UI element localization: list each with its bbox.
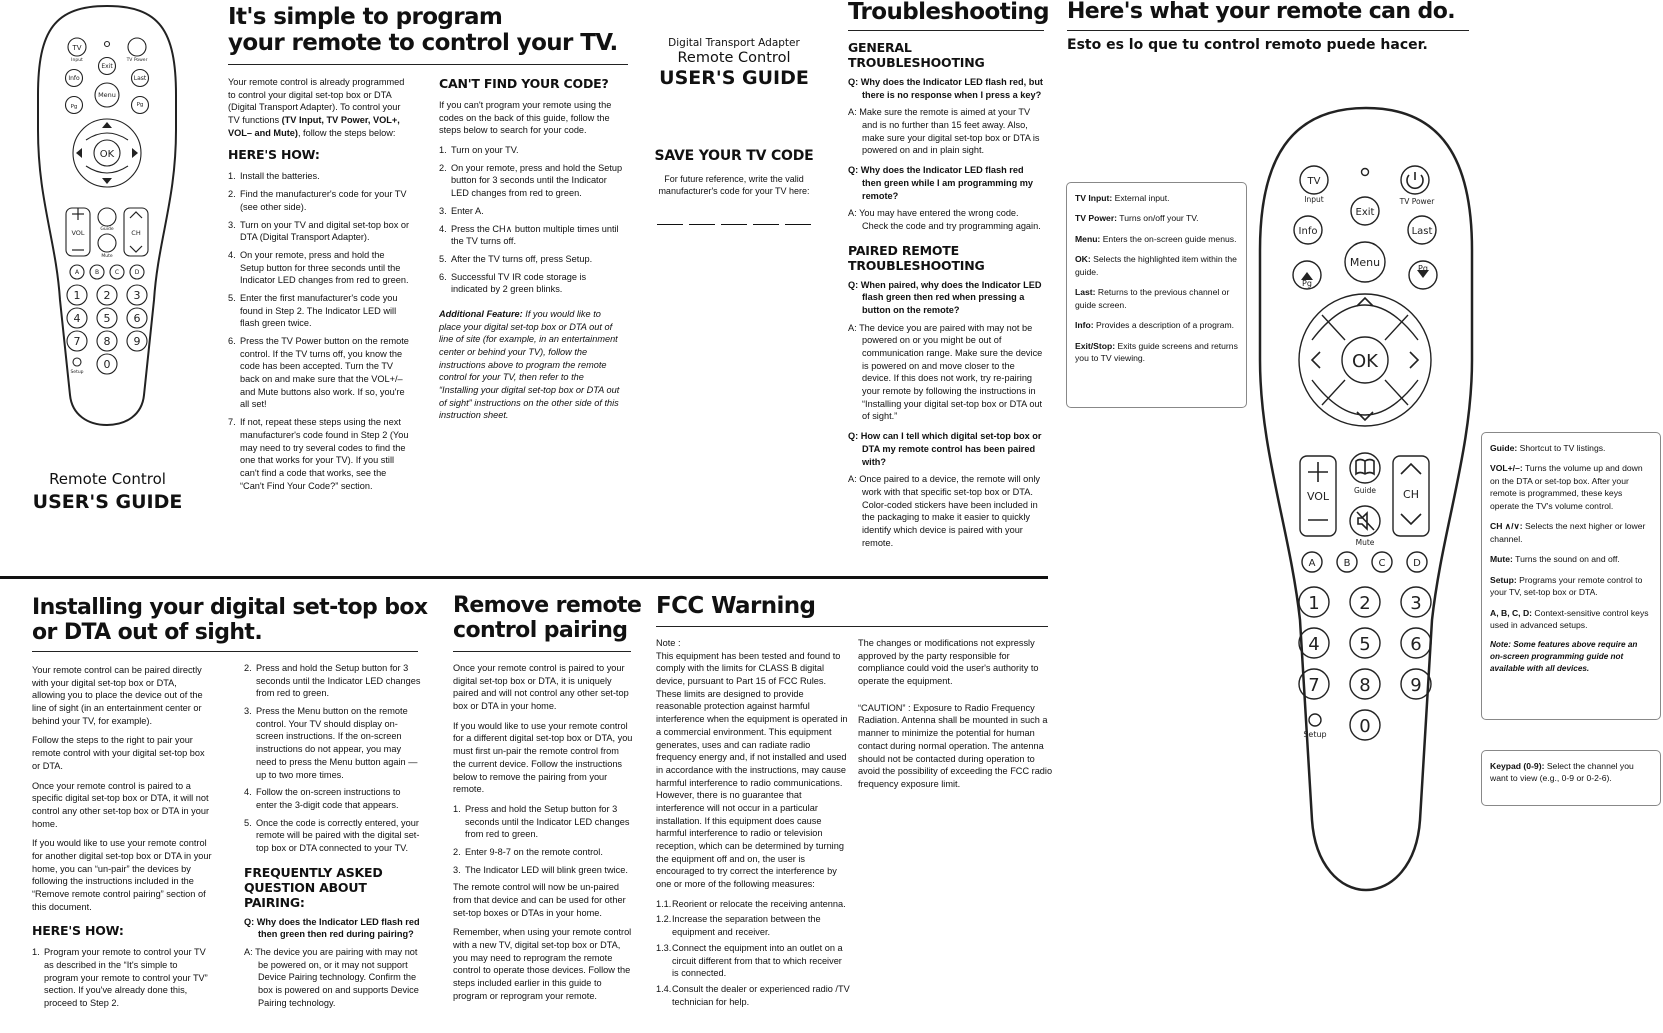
step-text: On your remote, press and hold the Setup button for 3 seconds until the Indicator LED changes from red to green.: [451, 162, 623, 199]
step-number: 4.: [439, 223, 447, 234]
small-remote-caption-top: Remote Control: [49, 470, 166, 488]
remove-column: [453, 662, 633, 1010]
callout-item: [1490, 607, 1652, 632]
callout-text: Provides a description of a program.: [1093, 320, 1235, 331]
list-item: [453, 846, 633, 859]
step-number: 4.: [228, 249, 236, 260]
paired-troubleshooting-heading: [848, 243, 1044, 273]
small-vol-label: VOL: [71, 229, 85, 237]
large-pg-down-label: Pg: [1418, 264, 1428, 273]
list-item: [228, 292, 410, 330]
callout-key: A, B, C, D:: [1490, 607, 1533, 618]
faq-answer: A: Once paired to a device, the remote will only work with that specific set-top box or DTA. Color-coded stickers have been included in the packaging to make it easier to quickly identify which device is paired with your remote.: [848, 474, 1041, 548]
large-key-6-label: 6: [1410, 634, 1422, 655]
list-item: [228, 170, 410, 183]
cover-line1: Digital Transport Adapter: [668, 37, 800, 49]
large-c-label: C: [1378, 558, 1386, 569]
step-text: Press and hold the Setup button for 3 seconds until the Indicator LED changes from red to green.: [256, 663, 421, 699]
faq-answer: A: Make sure the remote is aimed at your TV and is no further than 15 feet away. Also, make sure your digital set-top box or DTA is powered on and in plain sight.: [848, 107, 1040, 156]
installing-para: Your remote control can be paired directly with your digital set-top box or DTA, allowing you to place the device out of the line of sight (in an entertainment center or behind your TV, for example).: [32, 665, 203, 726]
step-text: Press and hold the Setup button for 3 seconds until the Indicator LED changes from red to green.: [465, 803, 630, 840]
large-input-label: Input: [1304, 195, 1324, 204]
callout-item: [1490, 520, 1652, 545]
list-item: [439, 271, 625, 296]
what-can-do-subtitle: Esto es lo que tu control remoto puede hacer.: [1067, 37, 1428, 53]
step-number: 2.: [439, 162, 447, 173]
left-callout-box: [1066, 182, 1247, 408]
program-intro-post: , follow the steps below:: [297, 127, 396, 138]
step-text: On your remote, press and hold the Setup button for three seconds until the Indicator LED changes from red to green.: [240, 249, 409, 286]
faq-answer: A: The device you are pairing with may not be powered on, or it may not support Device Pairing technology. Confirm the box is powered on and supports Device Pairing technology.: [244, 947, 419, 1008]
list-item: [439, 205, 625, 218]
small-key-7-label: 7: [73, 335, 81, 348]
paired-heading-line1: PAIRED REMOTE: [848, 242, 959, 258]
callout-item: [1075, 340, 1238, 365]
callout-item: [1075, 286, 1238, 311]
list-item: [228, 335, 410, 411]
faq-question: Q: Why does the Indicator LED flash red then green then red during pairing?: [244, 916, 420, 940]
callout-key: Last:: [1075, 287, 1096, 298]
step-text: The Indicator LED will blink green twice.: [465, 864, 628, 875]
faq-question: Q: When paired, why does the Indicator LED flash green then red when pressing a button on the remote?: [848, 279, 1042, 315]
small-ch-down-icon: [130, 246, 142, 252]
small-pg-down-label: Pg: [136, 102, 144, 108]
large-last-label: Last: [1411, 226, 1433, 237]
right-callout-box: [1481, 432, 1661, 720]
large-key-5-label: 5: [1359, 634, 1371, 655]
faq-pairing-heading: [244, 865, 422, 910]
additional-feature-text: If you would like to place your digital set-top box or DTA out of line of site (for example, in an entertainment center or behind your TV), follow the instructions above to program the remote control for your TV, then refer to the “Installing your digital set-top box or DTA out of sight” instructions on the other side of this instruction sheet.: [439, 308, 620, 421]
list-item: [228, 219, 410, 244]
step-number: 1.2.: [656, 914, 672, 925]
step-text: Increase the separation between the equipment and receiver.: [672, 914, 821, 938]
callout-key: Exit/Stop:: [1075, 340, 1116, 351]
small-info-label: Info: [68, 75, 80, 82]
small-tv-label: TV: [72, 44, 82, 52]
list-item: [439, 223, 625, 248]
callout-key: Mute:: [1490, 554, 1513, 565]
large-key-1-label: 1: [1308, 593, 1320, 614]
program-title-line1: It's simple to program: [228, 4, 503, 30]
step-text: If not, repeat these steps using the next manufacturer's code found in Step 2 (You may need to try several codes to find the one that works for your TV). If you still can't find a code that works, see the “Can't Find Your Code?” section.: [240, 417, 409, 491]
save-code-title: SAVE YOUR TV CODE: [654, 148, 814, 164]
cant-find-intro: If you can't program your remote using the codes on the back of this guide, follow the steps below to search for your code.: [439, 100, 612, 136]
program-title-line2: your remote to control your TV.: [228, 29, 618, 56]
large-setup-button: [1309, 714, 1321, 726]
callout-key: Keypad (0-9):: [1490, 761, 1545, 771]
step-number: 6.: [228, 336, 236, 346]
small-left-arrow-icon: [76, 148, 82, 158]
program-title-rule: [228, 64, 628, 65]
large-key-0-label: 0: [1359, 716, 1371, 737]
large-b-label: B: [1343, 558, 1351, 569]
callout-key: TV Power:: [1075, 213, 1118, 224]
small-d-label: D: [134, 269, 140, 276]
installing-title-rule: [32, 651, 418, 652]
step-text: Program your remote to control your TV as described in the “It's simple to program your remote to control your TV” section. If you've already done this, proceed to Step 2.: [44, 947, 208, 1009]
large-ch-up-icon: [1401, 464, 1421, 474]
save-code-block: [650, 148, 818, 228]
large-mute-label: Mute: [1355, 538, 1375, 547]
step-number: 3.: [244, 706, 252, 717]
list-item: [228, 249, 410, 287]
remove-para: Remember, when using your remote control with a new TV, digital set-top box or DTA, you may need to reprogram the remote control to operate those devices. Follow the steps included earlier in this guide to program or reprogram your remote.: [453, 927, 632, 1001]
installing-para: Once your remote control is paired to a specific digital set-top box or DTA, it will not control any other set-top box or DTA in your home.: [32, 780, 210, 829]
fcc-title: FCC Warning: [656, 593, 816, 619]
faq-answer: A: You may have entered the wrong code. Check the code and try programming again.: [848, 208, 1041, 231]
list-item: [656, 983, 850, 1008]
small-guide-label: Guide: [100, 227, 114, 232]
callout-item: [1075, 233, 1238, 245]
fcc-changes: The changes or modifications not expressly approved by the party responsible for compliance could void the user's authority to operate the equipment.: [858, 638, 1039, 687]
callout-text: Turns on/off your TV.: [1117, 213, 1199, 224]
callout-key: TV Input:: [1075, 193, 1113, 203]
faq-heading-line2: QUESTION ABOUT PAIRING:: [244, 879, 367, 910]
step-text: Enter A.: [451, 205, 484, 216]
step-number: 2.: [244, 663, 252, 673]
faq-question: Q: How can I tell which digital set-top box or DTA my remote control has been paired with?: [848, 431, 1042, 467]
what-can-do-rule: [1067, 30, 1469, 31]
installing-title-line1: Installing your digital set-top box: [32, 595, 428, 620]
callout-text: Selects the highlighted item within the guide.: [1075, 254, 1237, 277]
list-item: [453, 864, 633, 877]
small-input-label: Input: [71, 58, 83, 63]
large-ok-label: OK: [1352, 351, 1378, 372]
large-left-arrow-icon: [1312, 352, 1320, 368]
step-text: Enter 9-8-7 on the remote control.: [465, 846, 603, 857]
keypad-callout-box: [1481, 750, 1661, 806]
fcc-note-label: Note :: [656, 638, 681, 648]
section-divider: [0, 576, 1048, 579]
large-setup-label: Setup: [1303, 730, 1327, 739]
large-guide-label: Guide: [1353, 486, 1377, 495]
callout-item: [1490, 574, 1652, 599]
step-text: Reorient or relocate the receiving antenna.: [672, 898, 846, 909]
list-item: [656, 942, 850, 980]
callout-text: Programs your remote control to your TV, set-top box or DTA.: [1490, 574, 1643, 598]
callout-item: [1075, 212, 1238, 224]
callout-item: [1490, 553, 1652, 565]
large-info-label: Info: [1298, 226, 1318, 237]
step-number: 1.: [32, 947, 40, 958]
step-number: 5.: [244, 817, 252, 828]
step-text: Connect the equipment into an outlet on a circuit different from that to which receiver is connected.: [672, 942, 843, 979]
remove-para: The remote control will now be un-paired from that device and can be used for other set-top boxes or DTAs in your home.: [453, 882, 626, 918]
small-key-4-label: 4: [73, 312, 81, 325]
list-item: [656, 898, 850, 911]
callout-item: [1490, 462, 1652, 512]
callout-item: [1075, 253, 1238, 278]
list-item: [439, 253, 625, 266]
small-key-9-label: 9: [133, 335, 141, 348]
step-text: Find the manufacturer's code for your TV (see other side).: [240, 189, 407, 212]
step-number: 4.: [244, 787, 252, 798]
fcc-column-right: [858, 637, 1054, 798]
step-number: 5.: [228, 292, 236, 303]
callout-text: Selects the next higher or lower channel.: [1490, 521, 1646, 544]
remove-para: If you would like to use your remote control for a different digital set-top box or DTA, you must first un-pair the remote control from the current device. Follow the instructions below to remove the pairing from your remote.: [453, 720, 633, 795]
large-d-label: D: [1413, 558, 1421, 569]
installing-title-line2: or DTA out of sight.: [32, 619, 263, 645]
large-ch-label: CH: [1403, 488, 1419, 501]
cant-find-title: CAN'T FIND YOUR CODE?: [439, 76, 609, 91]
step-text: Once the code is correctly entered, your remote will be paired with the digital set-top box or DTA connected to your TV.: [256, 817, 420, 853]
remove-title: [453, 594, 641, 643]
list-item: [439, 162, 625, 200]
small-key-2-label: 2: [103, 289, 111, 302]
installing-title: [32, 596, 428, 645]
list-item: [439, 144, 625, 157]
callout-text: External input.: [1112, 193, 1170, 203]
callout-text: Exits guide screens and returns you to TV viewing.: [1075, 340, 1238, 364]
list-item: [228, 188, 410, 213]
callout-key: Menu:: [1075, 233, 1101, 244]
installing-para: If you would like to use your remote control for another digital set-top box or DTA in your home, you can “un-pair” the devices by following the instructions included in the “Remove remote control pairing” section of this document.: [32, 838, 212, 912]
callout-key: VOL+/–:: [1490, 463, 1523, 474]
program-title: [228, 5, 618, 57]
step-text: Enter the first manufacturer's code you found in Step 2. The Indicator LED will flash green twice.: [240, 292, 398, 329]
large-a-label: A: [1308, 558, 1316, 569]
step-number: 3.: [228, 219, 236, 230]
small-mute-button: [98, 234, 116, 252]
callout-key: Setup:: [1490, 574, 1517, 585]
small-pg-up-label: Pg: [70, 104, 78, 110]
cover-line2: Remote Control: [677, 50, 791, 67]
faq-answer: A: The device you are paired with may not be powered on or you might be out of communication range. Make sure the device is powered on and move closer to the device. If this does not work, try re-pairing your remote by following the instructions in “Installing your digital set-top box or DTA out of sight.”: [848, 322, 1043, 422]
faq-heading-line1: FREQUENTLY ASKED: [244, 864, 383, 880]
remove-para: Once your remote control is paired to your digital set-top box or DTA, it is uniquely paired and will not control any other set-top box or DTA in your home.: [453, 663, 629, 712]
remove-steps: [453, 803, 633, 876]
installing-steps-a: [32, 946, 212, 1009]
callout-item: [1075, 319, 1238, 331]
callout-key: CH ∧/∨:: [1490, 521, 1523, 532]
general-troubleshooting-heading: GENERAL TROUBLESHOOTING: [848, 40, 985, 70]
step-text: Press the CH∧ button multiple times until the TV turns off.: [451, 223, 619, 247]
program-steps: [228, 170, 410, 492]
large-key-9-label: 9: [1410, 675, 1422, 696]
small-setup-label: Setup: [70, 370, 84, 375]
small-c-label: C: [114, 269, 120, 276]
small-ch-label: CH: [131, 229, 141, 237]
program-intro-pre: Your remote control is already programmed to control your digital set-top box or DTA (Digital Transport Adapter). To control your TV functions: [228, 77, 405, 126]
step-number: 5.: [439, 253, 447, 264]
step-number: 7.: [228, 417, 236, 428]
list-item: [228, 416, 410, 492]
large-key-4-label: 4: [1308, 634, 1320, 655]
small-key-6-label: 6: [133, 312, 141, 325]
cant-find-steps: [439, 144, 625, 296]
fcc-caution: “CAUTION” : Exposure to Radio Frequency Radiation. Antenna shall be mounted in such a manner to minimize the potential for human contact during normal operation. The antenna should not be contacted during operation to avoid the possibility of exceeding the FCC radio frequency exposure limit.: [858, 702, 1053, 789]
small-remote-illustration: [0, 0, 215, 440]
troubleshooting-title: Troubleshooting: [848, 0, 1050, 25]
large-key-3-label: 3: [1410, 593, 1422, 614]
fcc-body: This equipment has been tested and found to comply with the limits for CLASS B digital device, pursuant to Part 15 of FCC Rules. These limits are designed to provide reasonable protection against harmful interference when the equipment is operated in a commercial environment. This equipment generates, uses and can radiate radio frequency energy and, if not installed and used in accordance with the instructions, may cause harmful interference to radio communications. However, there is no guarantee that interference will not occur in a particular installation. If this equipment does cause harmful interference to radio or television reception, which can be determined by turning the equipment off and on, the user is encouraged to try correct the interference by one or more of the following measures:: [656, 650, 848, 890]
large-tvpower-label: TV Power: [1399, 197, 1435, 206]
small-right-arrow-icon: [132, 148, 138, 158]
large-key-2-label: 2: [1359, 593, 1371, 614]
step-text: Turn on your TV.: [451, 145, 519, 156]
small-remote-caption-bottom: USER'S GUIDE: [32, 491, 183, 513]
list-item: [244, 705, 422, 781]
large-menu-label: Menu: [1349, 256, 1381, 269]
step-number: 3.: [439, 205, 447, 216]
callout-key: Guide:: [1490, 443, 1518, 453]
step-number: 1.: [439, 145, 447, 156]
troubleshooting-column: [848, 40, 1044, 556]
small-mute-label: Mute: [101, 254, 113, 259]
large-pg-up-label: Pg: [1302, 279, 1312, 288]
large-down-arrow-icon: [1357, 412, 1373, 420]
large-tv-label: TV: [1307, 176, 1321, 187]
callout-key: OK:: [1075, 254, 1091, 265]
step-number: 1.: [453, 803, 461, 814]
large-ch-down-icon: [1401, 514, 1421, 524]
step-text: Consult the dealer or experienced radio /TV technician for help.: [672, 983, 850, 1007]
callout-item: [1490, 442, 1652, 454]
callout-text: Enters the on-screen guide menus.: [1100, 233, 1237, 244]
step-text: Follow the on-screen instructions to enter the 3-digit code that appears.: [256, 787, 401, 810]
small-down-arrow-icon: [102, 178, 112, 184]
cover-line3: USER'S GUIDE: [659, 66, 809, 89]
small-tvpower-label: TV Power: [126, 58, 148, 63]
book-icon: [1356, 460, 1374, 475]
program-intro-bold: (TV Input, TV Power, VOL+, VOL– and Mute): [228, 115, 400, 138]
small-indicator-led: [105, 42, 110, 47]
small-key-3-label: 3: [133, 289, 141, 302]
list-item: [244, 817, 422, 855]
additional-feature-label: Additional Feature:: [439, 308, 523, 319]
small-ch-up-icon: [130, 212, 142, 218]
small-key-8-label: 8: [103, 335, 111, 348]
small-exit-label: Exit: [101, 63, 113, 70]
small-setup-button: [73, 358, 81, 366]
large-indicator-led: [1362, 169, 1369, 176]
list-item: [244, 662, 422, 700]
large-right-arrow-icon: [1410, 352, 1418, 368]
fcc-measures: [656, 898, 850, 1009]
program-intro: [228, 76, 410, 139]
large-key-7-label: 7: [1308, 675, 1320, 696]
fcc-column-left: [656, 637, 850, 1011]
installing-para: Follow the steps to the right to pair your remote control with your digital set-top box or DTA.: [32, 735, 205, 771]
installing-heres-how: HERE'S HOW:: [32, 923, 124, 939]
callout-text: Context-sensitive control keys used in advanced setups.: [1490, 607, 1649, 630]
installing-column-right: [244, 662, 422, 1016]
small-tv-power-button: [128, 38, 146, 56]
small-remote-panel: [0, 0, 215, 540]
remove-title-rule: [453, 651, 631, 652]
step-number: 3.: [453, 864, 461, 875]
step-text: After the TV turns off, press Setup.: [451, 253, 593, 264]
faq-question: Q: Why does the Indicator LED flash red then green while I am programming my remote?: [848, 165, 1034, 201]
small-guide-button: [98, 208, 116, 226]
large-vol-label: VOL: [1306, 490, 1330, 503]
faq-question: Q: Why does the Indicator LED flash red, but there is no response when I press a key?: [848, 77, 1043, 100]
step-text: Turn on your TV and digital set-top box or DTA (Digital Transport Adapter).: [240, 219, 410, 243]
large-remote-illustration: [1250, 100, 1482, 895]
small-last-label: Last: [133, 75, 147, 82]
cover-block: [650, 36, 818, 90]
small-key-1-label: 1: [73, 289, 81, 302]
large-exit-label: Exit: [1355, 207, 1375, 218]
callout-text: Select the channel you want to view (e.g., 0-9 or 0-2-6).: [1490, 761, 1634, 784]
callout-text: Returns to the previous channel or guide screen.: [1075, 287, 1230, 310]
small-a-label: A: [74, 269, 80, 276]
step-text: Press the Menu button on the remote control. Your TV should display on-screen instructions. If the on-screen instructions do not appear, you may need to press the Menu button again — up to two more times.: [256, 706, 418, 780]
list-item: [656, 913, 850, 938]
step-number: 1.: [228, 171, 236, 182]
remove-title-line1: Remove remote: [453, 593, 642, 618]
callout-item: [1490, 760, 1652, 785]
remove-title-line2: control pairing: [453, 617, 628, 643]
installing-steps-b: [244, 662, 422, 855]
step-number: 6.: [439, 271, 447, 282]
callout-text: Turns the volume up and down on the DTA or set-top box. After your remote is programmed, these keys operate the TV's volume control.: [1490, 463, 1643, 511]
small-ok-label: OK: [99, 149, 115, 160]
save-code-text: For future reference, write the valid manufacturer's code for your TV here:: [658, 173, 810, 197]
mute-speaker-icon: [1357, 512, 1374, 530]
what-can-do-title: Here's what your remote can do.: [1067, 0, 1455, 24]
callout-note: Note: Some features above require an on-screen programming guide not available with all devices.: [1490, 640, 1638, 674]
step-number: 2.: [453, 846, 461, 857]
callout-text: Turns the sound on and off.: [1512, 554, 1620, 565]
step-text: Install the batteries.: [240, 171, 320, 182]
installing-column-left: [32, 664, 212, 1015]
list-item: [32, 946, 212, 1009]
list-item: [453, 803, 633, 841]
callout-key: Info:: [1075, 320, 1094, 331]
fcc-title-rule: [656, 626, 1048, 627]
small-key-5-label: 5: [103, 312, 111, 325]
step-number: 1.4.: [656, 983, 672, 994]
step-number: 1.3.: [656, 942, 672, 953]
small-key-0-label: 0: [103, 358, 111, 371]
power-icon: [1407, 172, 1423, 188]
step-number: 2.: [228, 189, 236, 200]
small-up-arrow-icon: [102, 122, 112, 128]
large-key-8-label: 8: [1359, 675, 1371, 696]
step-text: Successful TV IR code storage is indicated by 2 green blinks.: [451, 271, 587, 295]
cant-find-column: [439, 76, 625, 429]
step-number: 1.1.: [656, 898, 672, 909]
additional-feature: [439, 308, 625, 422]
code-entry-blanks[interactable]: [650, 216, 818, 229]
troubleshooting-rule: [848, 30, 1044, 31]
callout-item: [1075, 192, 1238, 204]
program-column: [228, 76, 410, 497]
callout-text: Shortcut to TV listings.: [1517, 443, 1606, 453]
step-text: Press the TV Power button on the remote control. If the TV turns off, you know the code has been accepted. Turn the TV back on and make sure that the VOL+/– and Mute buttons also work. If so, you're all set!: [240, 336, 409, 410]
small-menu-label: Menu: [98, 91, 116, 99]
list-item: [244, 786, 422, 811]
paired-heading-line2: TROUBLESHOOTING: [848, 257, 985, 273]
program-heres-how: HERE'S HOW:: [228, 147, 320, 163]
small-b-label: B: [94, 269, 100, 276]
